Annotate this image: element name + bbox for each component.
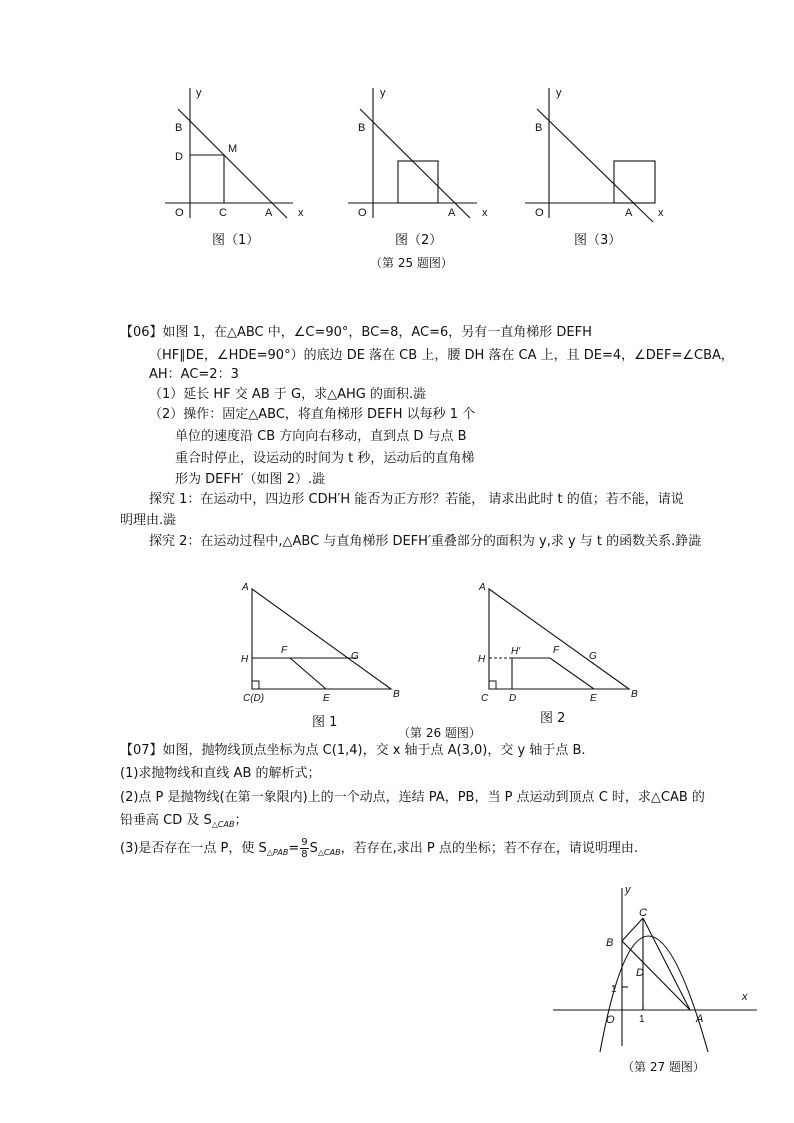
label-f: F — [553, 645, 560, 656]
label-x-1: 1 — [639, 1014, 645, 1025]
figure-26-1 — [252, 589, 391, 689]
caption-fig25-1: 图（1） — [212, 233, 260, 248]
caption-fig25-2: 图（2） — [395, 233, 443, 248]
q06-line-1: 【06】如图 1，在△ABC 中，∠C=90°，BC=8，AC=6，另有一直角梯形 DEFH — [120, 325, 592, 340]
line-fe — [290, 658, 326, 689]
label-y: y — [196, 87, 202, 99]
q06-line-5: （2）操作：固定△ABC，将直角梯形 DEFH 以每秒 1 个 — [149, 407, 476, 422]
label-a: A — [479, 582, 486, 593]
label-d: D — [175, 151, 183, 163]
label-b: B — [358, 122, 366, 134]
label-b: B — [175, 122, 183, 134]
label-a: A — [625, 207, 633, 219]
label-e: E — [323, 693, 330, 704]
q06-line-9: 探究 1：在运动中，四边形 CDH′H 能否为正方形？若能， 请求出此时 t 的值；若不能，请说 — [149, 492, 684, 507]
label-x: x — [742, 991, 748, 1003]
label-y: y — [380, 87, 386, 99]
caption-fig26-2: 图 2 — [540, 711, 566, 726]
label-x: x — [482, 207, 488, 219]
line-bc — [622, 918, 643, 941]
label-b: B — [535, 122, 543, 134]
figure-25-3 — [525, 88, 655, 222]
rect-odmc — [190, 155, 224, 203]
q07-line-3: (2)点 P 是抛物线(在第一象限内)上的一个动点，连结 PA，PB，当 P 点运动到顶点 C 时，求△CAB 的 — [120, 790, 705, 805]
q06-line-3: AH：AC=2：3 — [149, 367, 239, 382]
label-y-1: 1 — [611, 984, 617, 995]
figure-26 — [0, 570, 794, 740]
label-c: C — [639, 907, 647, 919]
label-a: A — [696, 1013, 704, 1025]
caption-fig25-3: 图（3） — [574, 233, 622, 248]
label-c: C — [481, 693, 489, 704]
label-b: B — [393, 689, 400, 700]
q07-line-2: (1)求抛物线和直线 AB 的解析式； — [120, 766, 321, 781]
caption-fig26-1: 图 1 — [312, 715, 338, 730]
q06-line-11: 探究 2：在运动过程中,△ABC 与直角梯形 DEFH′重叠部分的面积为 y,求 y 与 t 的函数关系.錚澁 — [149, 534, 702, 549]
triangle-abc — [489, 589, 629, 689]
label-m: M — [228, 143, 238, 155]
label-o: O — [606, 1014, 615, 1026]
label-y: y — [625, 884, 631, 896]
label-cd: C(D) — [243, 693, 265, 704]
fraction-9-8: $\frac{9}{8}$ — [301, 837, 308, 860]
label-g: G — [351, 651, 359, 662]
q06-line-2: （HF∥DE，∠HDE=90°）的底边 DE 落在 CB 上，腰 DH 落在 CA 上，且 DE=4，∠DEF=∠CBA， — [149, 348, 734, 363]
label-c: C — [219, 207, 227, 219]
trapezoid-moved — [512, 658, 594, 689]
label-d: D — [636, 967, 644, 979]
label-o: O — [175, 207, 184, 219]
q07-line-4: 铅垂高 CD 及 $S_{\triangle CAB}$； — [120, 813, 248, 829]
line-ab — [178, 109, 287, 218]
label-a: A — [448, 207, 456, 219]
triangle-abc — [252, 589, 391, 689]
label-a: A — [242, 582, 249, 593]
q06-line-6: 单位的速度沿 CB 方向向右移动，直到点 D 与点 B — [175, 429, 467, 444]
label-f: F — [281, 645, 288, 656]
label-y: y — [556, 87, 562, 99]
q07-line-1: 【07】如图，抛物线顶点坐标为点 C(1,4)，交 x 轴于点 A(3,0)，交 y 轴于点 B. — [120, 743, 586, 758]
q06-line-10: 明理由.澁 — [120, 513, 177, 528]
figure-25-2 — [348, 88, 477, 218]
label-b: B — [631, 689, 638, 700]
right-angle-mark — [252, 681, 259, 689]
right-angle-mark — [489, 681, 496, 689]
line-ab — [622, 941, 690, 1010]
label-d: D — [509, 693, 517, 704]
label-h: H — [478, 654, 486, 665]
label-x: x — [298, 207, 304, 219]
figure-26-2 — [489, 589, 629, 689]
label-h-prime: H′ — [511, 646, 521, 657]
q06-line-7: 重合时停止，设运动的时间为 t 秒，运动后的直角梯 — [175, 451, 475, 466]
label-x: x — [658, 207, 664, 219]
q06-line-4: （1）延长 HF 交 AB 于 G，求△AHG 的面积.澁 — [149, 387, 427, 402]
q06-line-8: 形为 DEFH′（如图 2）.澁 — [175, 472, 326, 487]
caption-fig25-title: （第 25 题图） — [370, 256, 453, 270]
q07-line-5: (3)是否存在一点 P，使 $S_{\triangle PAB}=$ $\frac{9}{8}$ $S_{\triangle CAB}$，若存在,求出 P 点的坐标；若不存在，请说明理由. — [120, 837, 638, 860]
caption-fig27-title: （第 27 题图） — [622, 1060, 705, 1074]
label-b: B — [606, 937, 614, 949]
label-o: O — [358, 207, 367, 219]
line-ca — [643, 918, 690, 1010]
label-g: G — [589, 651, 597, 662]
label-e: E — [590, 693, 597, 704]
figure-27 — [0, 880, 794, 1080]
label-o: O — [535, 207, 544, 219]
caption-fig26-title: （第 26 题图） — [398, 726, 481, 740]
label-a: A — [265, 207, 273, 219]
label-h: H — [241, 654, 249, 665]
